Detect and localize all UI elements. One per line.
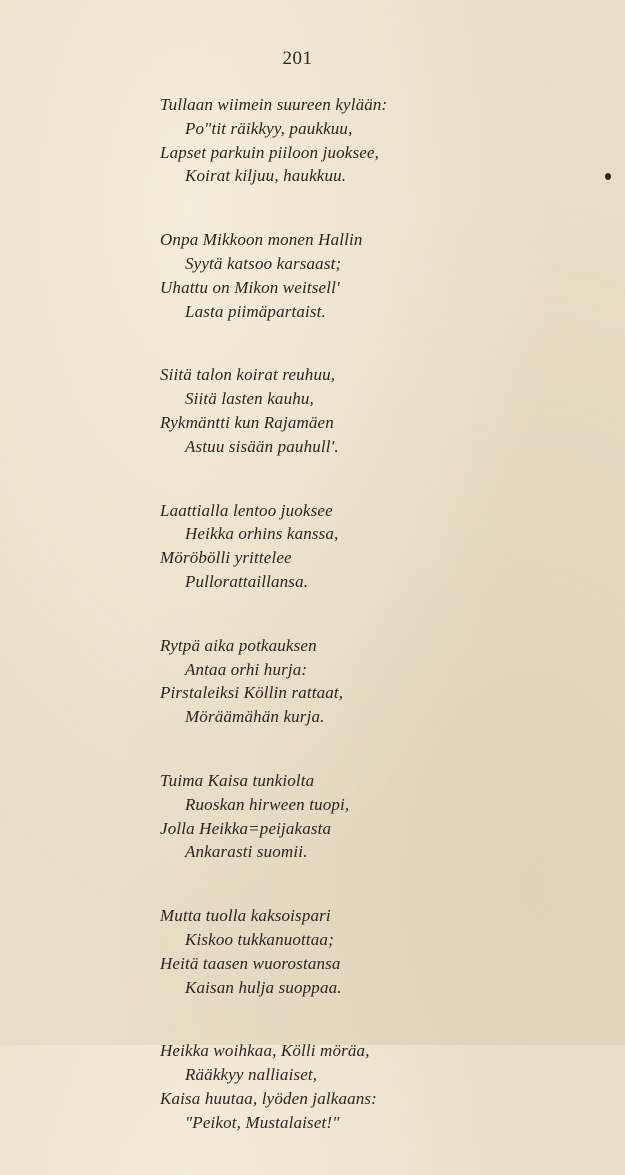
- poem-line: Tuima Kaisa tunkiolta: [160, 770, 315, 790]
- poem-line: Möräämähän kurja.: [185, 707, 325, 727]
- poem-line: Rytpä aika potkauksen: [160, 635, 317, 655]
- poem-line: Heikka orhins kanssa,: [185, 524, 339, 544]
- poem-line: Rykmäntti kun Rajamäen: [160, 412, 334, 432]
- stanza: [160, 769, 460, 864]
- stanza: [160, 228, 460, 323]
- poem-line: Lasta piimäpartaist.: [185, 301, 326, 321]
- poem-line: Möröbölli yrittelee: [160, 548, 292, 568]
- poem-line: Pullorattaillansa.: [185, 571, 309, 591]
- poem-line: Antaa orhi hurja:: [185, 659, 308, 679]
- poem-line: Kaisa huutaa, lyöden jalkaans:: [160, 1088, 377, 1108]
- page-number: 201: [282, 48, 313, 69]
- poem-line: Po"tit räikkyy, paukkuu,: [185, 118, 353, 138]
- poem-line: Kaisan hulja suoppaa.: [185, 977, 342, 997]
- poem-line: Kiskoo tukkanuottaa;: [185, 929, 334, 949]
- poem-line: Syytä katsoo karsaast;: [185, 253, 342, 273]
- poem-line: Siitä talon koirat reuhuu,: [160, 365, 336, 385]
- poem-line: Rääkkyy nalliaiset,: [185, 1065, 318, 1085]
- ink-spot: [605, 173, 611, 180]
- stanza: [160, 634, 460, 729]
- poem-line: Heitä taasen wuorostansa: [160, 953, 341, 973]
- poem-line: Siitä lasten kauhu,: [185, 389, 314, 409]
- poem-line: Uhattu on Mikon weitsell': [160, 277, 340, 297]
- poem-line: Koirat kiljuu, haukkuu.: [185, 166, 347, 186]
- stanza: [160, 1039, 460, 1134]
- poem-line: "Peikot, Mustalaiset!": [185, 1112, 340, 1132]
- poem-line: Ruoskan hirween tuopi,: [185, 794, 350, 814]
- poem-line: Onpa Mikkoon monen Hallin: [160, 230, 363, 250]
- poem-line: Laattialla lentoo juoksee: [160, 500, 333, 520]
- poem: [160, 93, 460, 1175]
- stanza: [160, 363, 460, 458]
- stanza: [160, 499, 460, 594]
- poem-line: Ankarasti suomii.: [185, 842, 308, 862]
- poem-line: Jolla Heikka=peijakasta: [160, 818, 332, 838]
- poem-line: Lapset parkuin piiloon juoksee,: [160, 142, 380, 162]
- poem-line: Tullaan wiimein suureen kylään:: [160, 95, 388, 114]
- poem-line: Astuu sisään pauhull'.: [185, 436, 339, 456]
- poem-line: Heikka woihkaa, Kölli möräa,: [160, 1041, 370, 1061]
- poem-line: Pirstaleiksi Köllin rattaat,: [160, 683, 344, 703]
- stanza: [160, 904, 460, 999]
- poem-line: Mutta tuolla kaksoispari: [160, 906, 331, 926]
- stanza: [160, 93, 460, 188]
